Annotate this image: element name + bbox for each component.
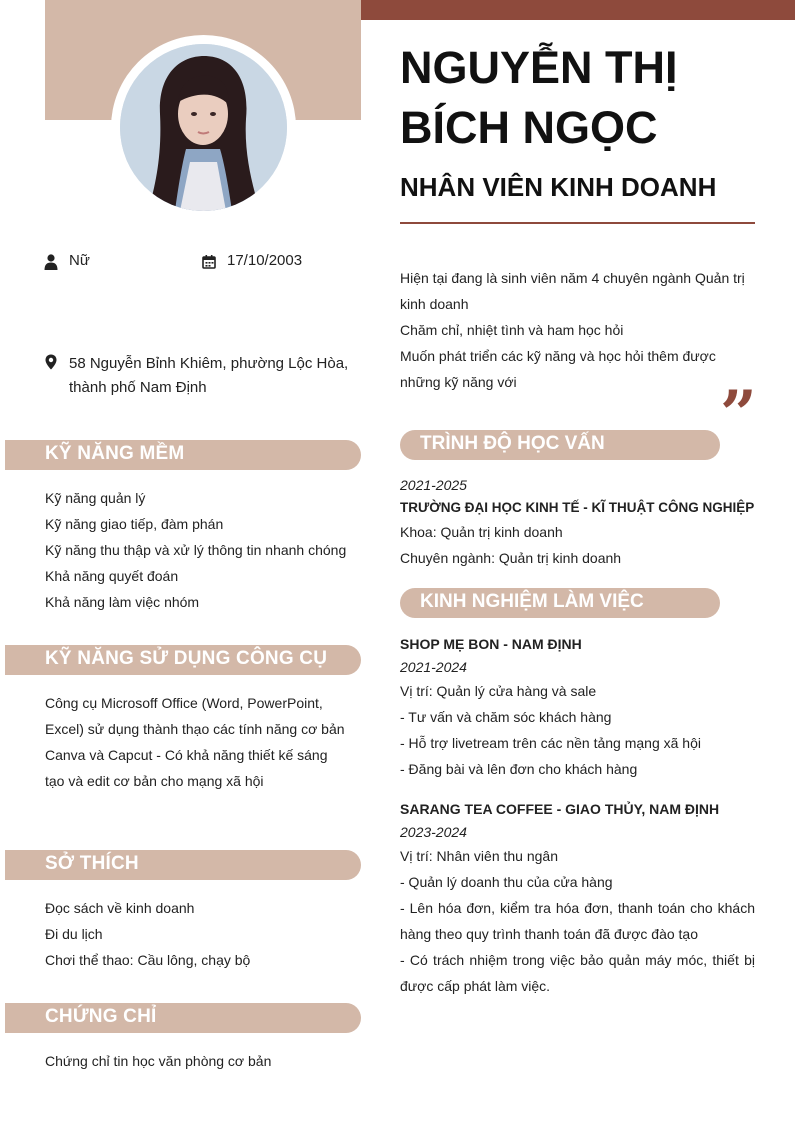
list-item: Kỹ năng giao tiếp, đàm phán	[45, 516, 224, 532]
address-value: 58 Nguyễn Bỉnh Khiêm, phường Lộc Hòa, thành phố Nam Định	[69, 355, 349, 396]
certificates-header	[5, 1003, 361, 1033]
top-accent-bar	[360, 0, 795, 20]
list-item: Khả năng quyết đoán	[45, 568, 179, 584]
tool-skills-header	[5, 645, 361, 675]
job-duty: - Đăng bài và lên đơn cho khách hàng	[400, 761, 638, 777]
education-title: TRÌNH ĐỘ HỌC VẤN	[420, 433, 605, 454]
calendar-icon	[202, 254, 216, 270]
address-row	[44, 352, 364, 400]
job-company: SARANG TEA COFFEE - GIAO THỦY, NAM ĐỊNH	[400, 801, 720, 817]
tool-skills-title: KỸ NĂNG SỬ DỤNG CÔNG CỤ	[45, 648, 328, 669]
education-block	[400, 473, 755, 571]
list-item: Đi du lịch	[45, 926, 103, 942]
dob-row	[202, 252, 302, 270]
location-pin-icon	[44, 354, 58, 370]
avatar	[120, 44, 287, 211]
hobbies-header	[5, 850, 361, 880]
job-position: Vị trí: Quản lý cửa hàng và sale	[400, 683, 597, 699]
education-major: Chuyên ngành: Quản trị kinh doanh	[400, 550, 622, 566]
title-divider	[400, 222, 755, 224]
job-company: SHOP MẸ BON - NAM ĐỊNH	[400, 636, 582, 652]
job-duty: - Hỗ trợ livetream trên các nền tảng mạng xã hội	[400, 735, 701, 751]
hobbies-title: SỞ THÍCH	[45, 853, 139, 874]
certificates-title: CHỨNG CHỈ	[45, 1006, 157, 1027]
person-icon	[44, 254, 58, 270]
experience-title: KINH NGHIỆM LÀM VIỆC	[420, 591, 644, 612]
soft-skills-list	[45, 485, 355, 615]
name-line-2: BÍCH NGỌC	[400, 102, 658, 153]
tool-skills-list	[45, 690, 350, 794]
avatar-portrait	[120, 44, 287, 211]
job-period: 2021-2024	[400, 659, 467, 675]
job-position: Vị trí: Nhân viên thu ngân	[400, 848, 558, 864]
list-item: Đọc sách về kinh doanh	[45, 900, 195, 916]
gender-row	[44, 252, 90, 270]
list-item: Công cụ Microsoff Office (Word, PowerPoint, Excel) sử dụng thành thạo các tính năng cơ bản	[45, 695, 345, 737]
list-item: Chơi thể thao: Cầu lông, chạy bộ	[45, 952, 251, 968]
summary-line: Hiện tại đang là sinh viên năm 4 chuyên ngành Quản trị kinh doanh	[400, 270, 745, 312]
job-duty: - Tư vấn và chăm sóc khách hàng	[400, 709, 612, 725]
certificates-list	[45, 1048, 355, 1074]
education-school: TRƯỜNG ĐẠI HỌC KINH TẾ - KĨ THUẬT CÔNG NGHIỆP	[400, 500, 755, 515]
summary-line: Chăm chỉ, nhiệt tình và ham học hỏi	[400, 322, 624, 338]
soft-skills-title: KỸ NĂNG MỀM	[45, 443, 185, 464]
hobbies-list	[45, 895, 355, 973]
job-duty: - Có trách nhiệm trong việc bảo quản máy móc, thiết bị được cấp phát làm việc.	[400, 952, 755, 994]
quote-icon: ”	[720, 377, 757, 452]
summary	[400, 265, 755, 395]
summary-line: Muốn phát triển các kỹ năng và học hỏi thêm được những kỹ năng với	[400, 348, 716, 390]
education-period: 2021-2025	[400, 477, 467, 493]
list-item: Canva và Capcut - Có khả năng thiết kế sáng tạo và edit cơ bản cho mạng xã hội	[45, 747, 328, 789]
education-faculty: Khoa: Quản trị kinh doanh	[400, 524, 563, 540]
education-header	[400, 430, 720, 460]
job-entry-1	[400, 632, 755, 782]
job-period: 2023-2024	[400, 824, 467, 840]
dob-value: 17/10/2003	[227, 252, 303, 269]
job-duty: - Lên hóa đơn, kiểm tra hóa đơn, thanh toán cho khách hàng theo quy trình thanh toán đã được đào tạo	[400, 900, 755, 942]
job-entry-2	[400, 797, 755, 999]
soft-skills-header	[5, 440, 361, 470]
list-item: Khả năng làm việc nhóm	[45, 594, 200, 610]
gender-value: Nữ	[69, 252, 90, 269]
job-title: NHÂN VIÊN KINH DOANH	[400, 172, 717, 202]
list-item: Chứng chỉ tin học văn phòng cơ bản	[45, 1053, 272, 1069]
experience-header	[400, 588, 720, 618]
list-item: Kỹ năng thu thập và xử lý thông tin nhanh chóng	[45, 542, 347, 558]
full-name	[400, 38, 780, 158]
name-line-1: NGUYỄN THỊ	[400, 42, 678, 93]
list-item: Kỹ năng quản lý	[45, 490, 146, 506]
job-duty: - Quản lý doanh thu của cửa hàng	[400, 874, 613, 890]
